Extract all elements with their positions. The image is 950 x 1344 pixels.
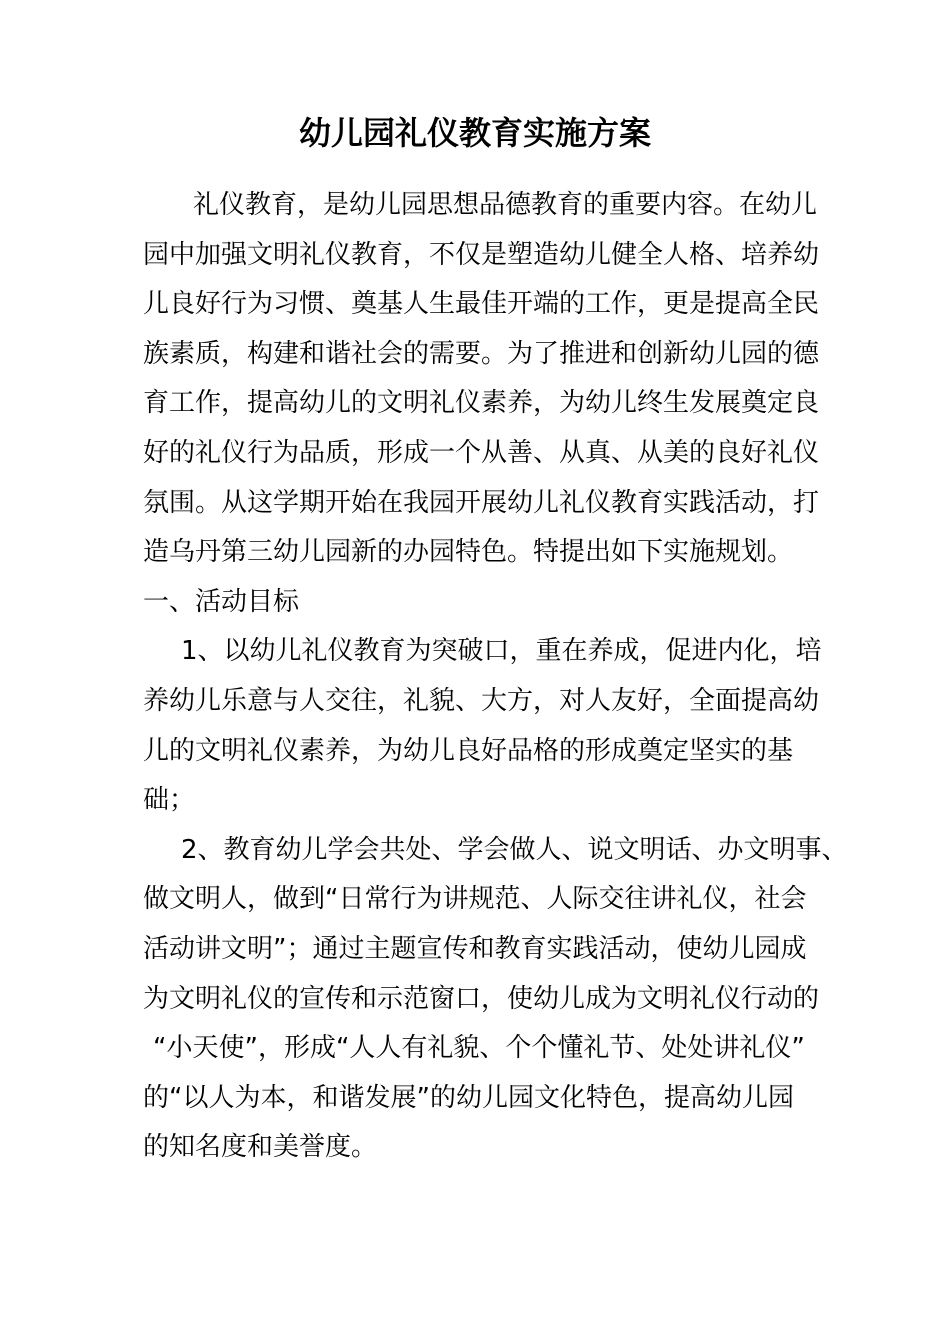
intro-line: 育工作，提高幼儿的文明礼仪素养，为幼儿终生发展奠定良 (143, 388, 820, 419)
section-heading: 一、活动目标 (143, 586, 300, 617)
intro-line: 礼仪教育，是幼儿园思想品德教育的重要内容。在幼儿 (193, 190, 818, 220)
document-body (143, 181, 848, 1173)
goal-1-line: 养幼儿乐意与人交往，礼貌、大方，对人友好，全面提高幼 (143, 685, 820, 716)
goal-2-line: 为文明礼仪的宣传和示范窗口，使幼儿成为文明礼仪行动的 (143, 983, 820, 1014)
goal-1-line: 1、以幼儿礼仪教育为突破口，重在养成，促进内化，培 (181, 636, 822, 667)
goal-1-line: 儿的文明礼仪素养，为幼儿良好品格的形成奠定坚实的基 (143, 735, 794, 766)
intro-line: 园中加强文明礼仪教育，不仅是塑造幼儿健全人格、培养幼 (143, 239, 820, 270)
document-title: 幼儿园礼仪教育实施方案 (298, 114, 651, 152)
goal-2-line: 2、教育幼儿学会共处、学会做人、说文明话、办文明事、 (181, 834, 848, 865)
goal-2-line: 做文明人，做到“日常行为讲规范、人际交往讲礼仪，社会 (143, 884, 807, 915)
intro-line: 氛围。从这学期开始在我园开展幼儿礼仪教育实践活动，打 (143, 487, 820, 518)
goal-2-line: 的“以人为本，和谐发展”的幼儿园文化特色，提高幼儿园 (143, 1082, 794, 1113)
goal-1-line: 础； (143, 785, 196, 816)
intro-line: 族素质，构建和谐社会的需要。为了推进和创新幼儿园的德 (143, 338, 820, 369)
goal-2-line: “小天使”，形成“人人有礼貌、个个懂礼节、处处讲礼仪” (153, 1033, 805, 1064)
intro-line: 好的礼仪行为品质，形成一个从善、从真、从美的良好礼仪 (143, 437, 820, 468)
goal-2-line: 活动讲文明”；通过主题宣传和教育实践活动，使幼儿园成 (143, 933, 807, 964)
intro-line: 儿良好行为习惯、奠基人生最佳开端的工作，更是提高全民 (143, 289, 820, 320)
goal-2-line: 的知名度和美誉度。 (143, 1132, 378, 1163)
intro-line: 造乌丹第三幼儿园新的办园特色。特提出如下实施规划。 (143, 537, 794, 568)
